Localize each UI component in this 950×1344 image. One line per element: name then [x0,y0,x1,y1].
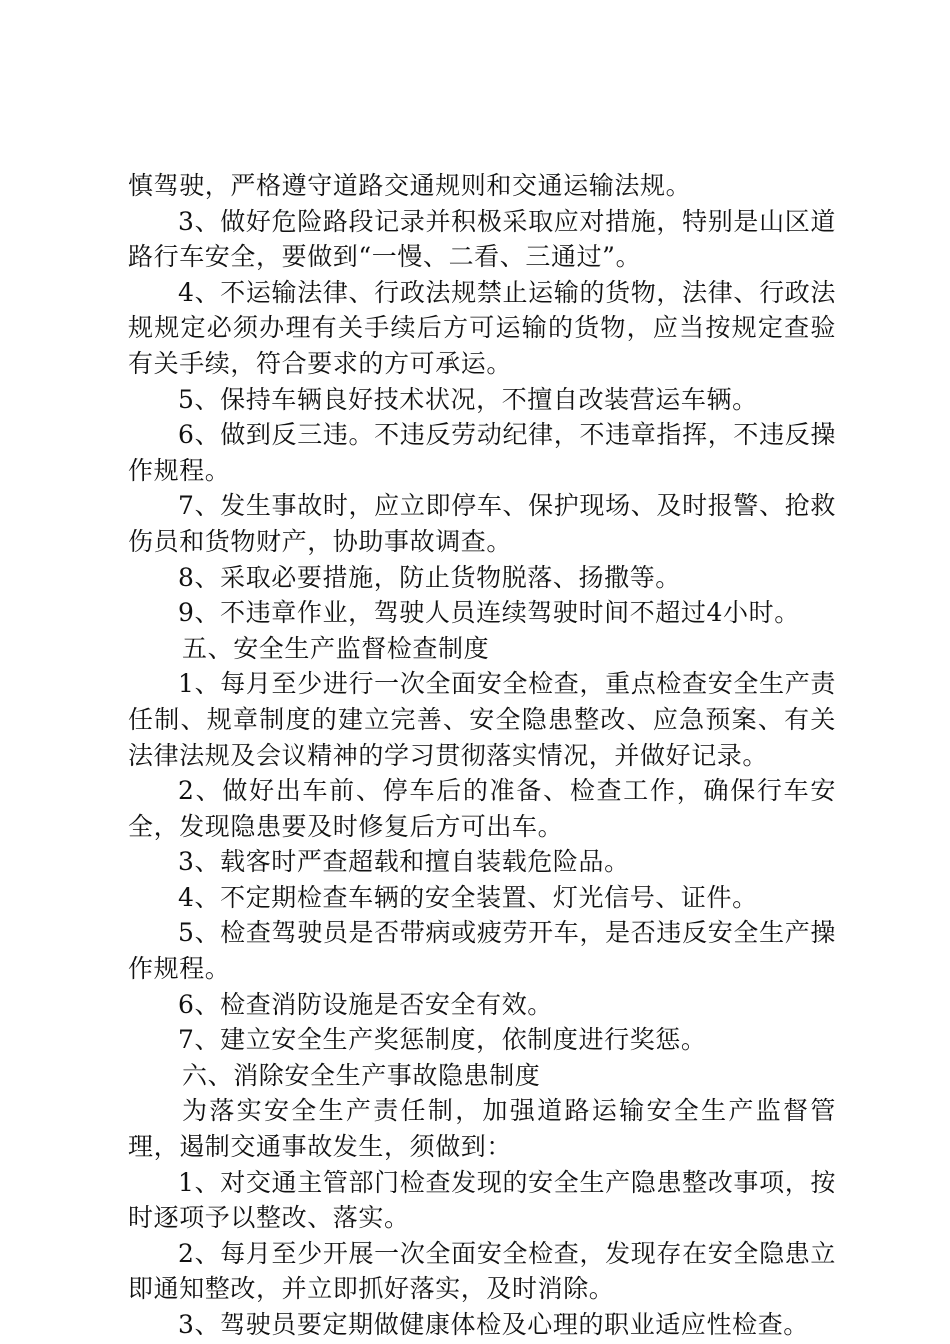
section-heading: 六、消除安全生产事故隐患制度 [182,1060,541,1090]
paragraph-continuation: 慎驾驶，严格遵守道路交通规则和交通运输法规。 [128,171,692,200]
list-item: 3、做好危险路段记录并积极采取应对措施，特别是山区道路行车安全，要做到“一慢、二看、三通过”。 [128,206,836,272]
list-item: 4、不运输法律、行政法规禁止运输的货物，法律、行政法规规定必须办理有关手续后方可运输的货物，应当按规定查验有关手续，符合要求的方可承运。 [128,277,836,378]
list-item: 1、对交通主管部门检查发现的安全生产隐患整改事项，按时逐项予以整改、落实。 [128,1167,836,1233]
section-heading: 五、安全生产监督检查制度 [182,633,490,663]
list-item: 5、检查驾驶员是否带病或疲劳开车，是否违反安全生产操作规程。 [128,918,836,984]
list-item: 1、每月至少进行一次全面安全检查，重点检查安全生产责任制、规章制度的建立完善、安全隐患整改、应急预案、有关法律法规及会议精神的学习贯彻落实情况，并做好记录。 [128,669,836,770]
document-page [128,168,836,1343]
list-item: 4、不定期检查车辆的安全装置、灯光信号、证件。 [178,882,758,912]
list-item: 8、采取必要措施，防止货物脱落、扬撒等。 [178,562,681,592]
list-item: 2、每月至少开展一次全面安全检查，发现存在安全隐患立即通知整改，并立即抓好落实，及时消除。 [128,1238,836,1304]
list-item: 3、驾驶员要定期做健康体检及心理的职业适应性检查。 [178,1310,809,1339]
list-item: 6、做到反三违。不违反劳动纪律，不违章指挥，不违反操作规程。 [128,420,836,485]
list-item: 7、建立安全生产奖惩制度，依制度进行奖惩。 [178,1025,707,1055]
list-item: 3、载客时严查超载和擅自装载危险品。 [178,847,630,877]
list-item: 7、发生事故时，应立即停车、保护现场、及时报警、抢救伤员和货物财产，协助事故调查。 [128,491,836,556]
list-item: 5、保持车辆良好技术状况，不擅自改装营运车辆。 [178,384,758,414]
list-item: 2、做好出车前、停车后的准备、检查工作，确保行车安全，发现隐患要及时修复后方可出车。 [128,776,836,841]
intro-paragraph: 为落实安全生产责任制，加强道路运输安全生产监督管理，遏制交通事故发生，须做到： [128,1096,836,1162]
list-item: 6、检查消防设施是否安全有效。 [178,989,553,1019]
list-item: 9、不违章作业，驾驶人员连续驾驶时间不超过4小时。 [178,598,800,628]
